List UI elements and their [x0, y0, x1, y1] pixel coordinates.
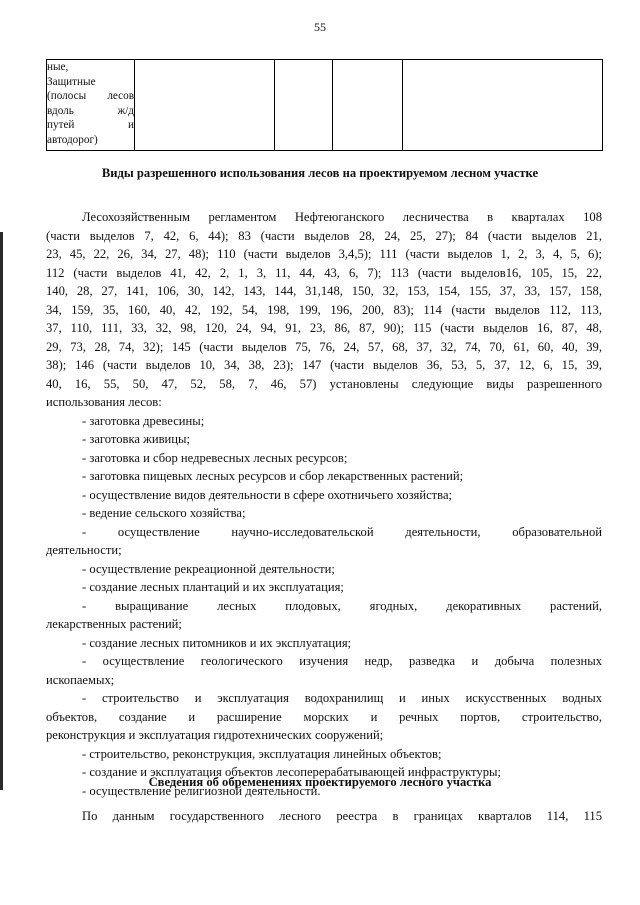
table-cell-line: ные, [47, 61, 69, 73]
paragraph-line: 112 (части выделов 41, 42, 2, 1, 3, 11, 44, 43, 6, 7); 113 (части выделов16, 105, 15, 22, [46, 265, 602, 280]
list-item: - осуществление религиозной деятельности. [82, 783, 321, 798]
list-item: - строительство и эксплуатация водохранилищ и иных искусственных водных [82, 691, 602, 705]
permitted-uses-list [46, 412, 602, 801]
table-cell-line: (полосы лесов [47, 90, 134, 102]
list-item: - заготовка и сбор недревесных лесных ресурсов; [82, 450, 348, 465]
paragraph-line: По данным государственного лесного реестра в границах кварталов 114, 115 [82, 809, 602, 823]
list-item: лекарственных растений; [46, 617, 182, 631]
list-item: - осуществление геологического изучения недр, разведка и добыча полезных [82, 654, 602, 668]
regulation-paragraph [46, 208, 602, 412]
table-row [47, 60, 603, 151]
list-item: - осуществление рекреационной деятельности; [82, 561, 335, 576]
paragraph-line: 38); 146 (части выделов 10, 34, 38, 23); 147 (части выделов 36, 53, 5, 37, 12, 6, 15, 39, [46, 358, 602, 372]
table-cell-category [47, 60, 135, 151]
table-cell-line: автодорог) [47, 133, 98, 146]
table-cell-empty [333, 60, 403, 151]
scan-edge-mark [0, 232, 3, 790]
list-item: ископаемых; [46, 672, 115, 687]
table-cell-empty [135, 60, 275, 151]
list-item: деятельности; [46, 543, 122, 557]
list-item: объектов, создание и расширение морских и речных портов, строительство, [46, 709, 602, 724]
paragraph-line: 34, 159, 35, 160, 40, 42, 192, 54, 198, 199, 196, 200, 83); 114 (части выделов 112, 113, [46, 302, 602, 317]
list-item: - заготовка живицы; [82, 432, 190, 446]
table-cell-empty [403, 60, 603, 151]
list-item: - осуществление научно-исследовательской деятельности, образовательной [82, 524, 602, 539]
paragraph-line: (части выделов 7, 42, 6, 44); 83 (части выделов 28, 24, 25, 27); 84 (части выделов 21, [46, 228, 602, 243]
page-number: 55 [314, 20, 326, 34]
section-heading-encumbrances: Сведения об обременениях проектируемого лесного участка [148, 775, 492, 789]
list-item: - ведение сельского хозяйства; [82, 506, 246, 520]
list-item: - создание лесных плантаций и их эксплуатация; [82, 580, 344, 594]
list-item: - заготовка древесины; [82, 413, 205, 428]
encumbrances-paragraph [46, 807, 602, 826]
paragraph-line: 140, 28, 27, 141, 106, 30, 142, 143, 144, 31,148, 150, 32, 153, 154, 155, 37, 33, 157, 158, [46, 284, 602, 298]
section-body-permitted-uses [46, 208, 602, 800]
table-fragment [46, 59, 603, 151]
list-item: - выращивание лесных плодовых, ягодных, декоративных растений, [82, 598, 602, 613]
section-heading-permitted-uses: Виды разрешенного использования лесов на проектируемом лесном участке [101, 166, 539, 180]
paragraph-line: использования лесов: [46, 395, 162, 409]
paragraph-line: 23, 45, 22, 26, 34, 27, 48); 110 (части выделов 3,4,5); 111 (части выделов 1, 2, 3, 4, 5, 6); [46, 247, 602, 261]
paragraph-line: 37, 110, 111, 33, 32, 98, 120, 24, 94, 91, 23, 86, 87, 90); 115 (части выделов 16, 87, 48, [46, 321, 602, 335]
paragraph-line: 40, 16, 55, 50, 47, 52, 58, 7, 46, 57) установлены следующие виды разрешенного [46, 376, 602, 391]
list-item: - создание и эксплуатация объектов лесоперерабатывающей инфраструктуры; [82, 765, 501, 779]
table-cell-line: путей и [47, 119, 134, 131]
list-item: реконструкция и эксплуатация гидротехнических сооружений; [46, 728, 384, 742]
list-item: - заготовка пищевых лесных ресурсов и сбор лекарственных растений; [82, 469, 464, 483]
paragraph-line: Лесохозяйственным регламентом Нефтеюганского лесничества в кварталах 108 [82, 210, 602, 224]
table-cell-line: вдоль ж/д [47, 104, 134, 117]
paragraph-line: 29, 73, 28, 74, 32); 145 (части выделов 75, 76, 24, 57, 68, 37, 32, 74, 70, 61, 60, 40, 39, [46, 339, 602, 354]
table-cell-empty [275, 60, 333, 151]
table-cell-line: Защитные [47, 75, 96, 88]
list-item: - осуществление видов деятельности в сфере охотничьего хозяйства; [82, 487, 453, 502]
list-item: - создание лесных питомников и их эксплуатация; [82, 635, 352, 650]
list-item: - строительство, реконструкция, эксплуатация линейных объектов; [82, 746, 442, 761]
table-cell-text [47, 60, 134, 147]
